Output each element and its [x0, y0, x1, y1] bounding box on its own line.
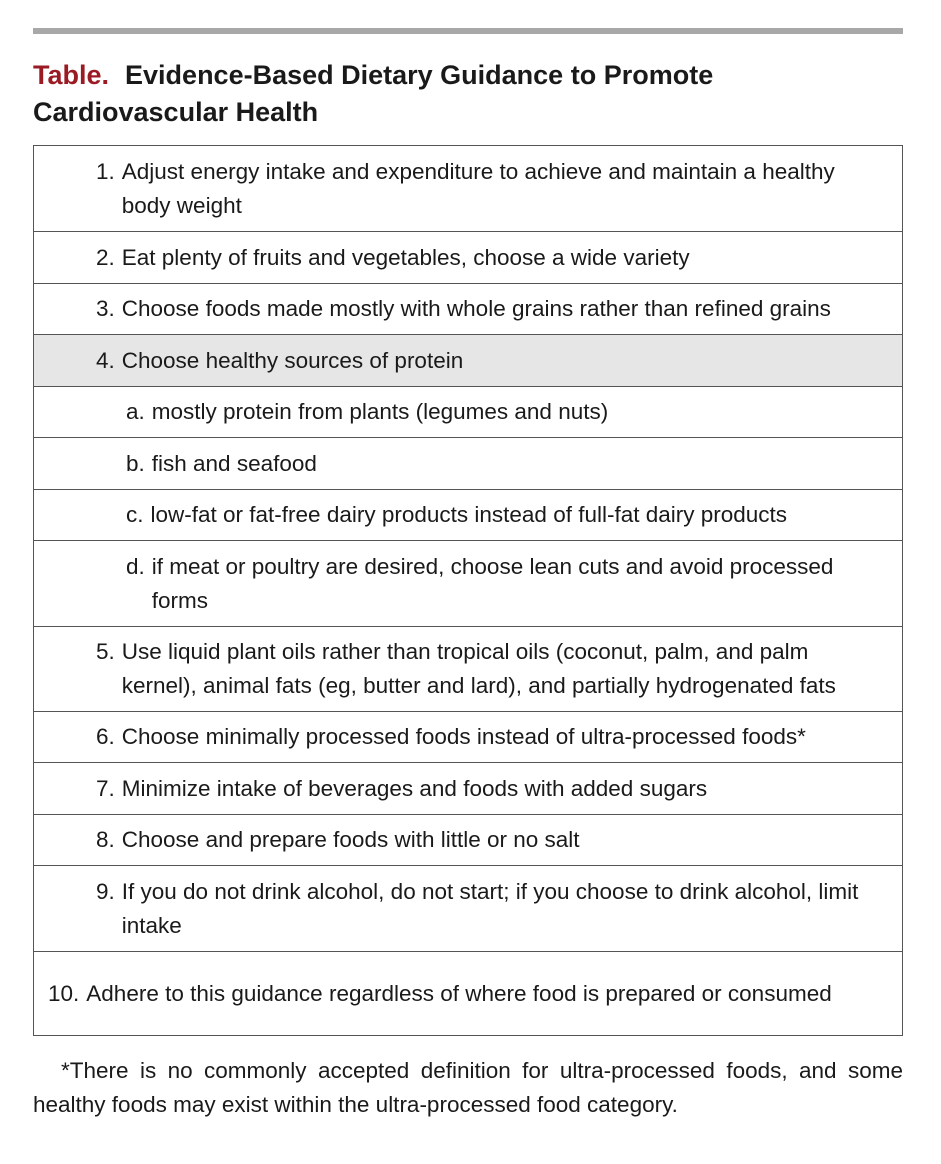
table-row [34, 866, 903, 952]
subitem-text: low-fat or fat-free dairy products instead of full-fat dairy products [150, 502, 788, 527]
item-number: 5. [96, 639, 115, 664]
table-row [34, 232, 903, 284]
item-number: 8. [96, 827, 115, 852]
subitem-text: if meat or poultry are desired, choose lean cuts and avoid processed forms [151, 553, 834, 613]
item-text: Adhere to this guidance regardless of where food is prepared or consumed [86, 980, 832, 1006]
table-row [34, 284, 903, 335]
item-number: 6. [96, 724, 115, 749]
subitem-letter: c. [126, 502, 144, 527]
table-title-text: Evidence-Based Dietary Guidance to Promote Cardiovascular Health [33, 60, 714, 127]
subitem-text: mostly protein from plants (legumes and nuts) [151, 399, 609, 424]
item-text: Choose and prepare foods with little or no salt [121, 827, 580, 852]
subitem-letter: b. [126, 450, 145, 476]
subitem-letter: a. [126, 399, 145, 424]
table-row [34, 146, 903, 232]
guidance-table [33, 145, 903, 1036]
table-row-highlighted [34, 335, 903, 387]
table-row [34, 627, 903, 712]
table-row [34, 952, 903, 1036]
table-row [34, 815, 903, 866]
subitem-text: fish and seafood [151, 450, 317, 476]
subitem-letter: d. [126, 553, 145, 579]
table-row [34, 763, 903, 815]
item-text: If you do not drink alcohol, do not start; if you choose to drink alcohol, limit intake [121, 878, 859, 938]
item-text: Eat plenty of fruits and vegetables, choose a wide variety [121, 244, 690, 270]
item-text: Choose foods made mostly with whole grains rather than refined grains [121, 296, 831, 321]
item-text: Use liquid plant oils rather than tropical oils (coconut, palm, and palm kernel), animal fats (eg, butter and lard), and partially hydrogenated fats [121, 639, 836, 698]
item-number: 7. [96, 775, 115, 801]
item-number: 4. [96, 347, 115, 373]
table-row [34, 712, 903, 763]
item-text: Choose healthy sources of protein [121, 347, 464, 373]
item-text: Minimize intake of beverages and foods with added sugars [121, 775, 708, 801]
item-text: Adjust energy intake and expenditure to achieve and maintain a healthy body weight [121, 158, 835, 218]
item-number: 9. [96, 878, 115, 904]
table-title [33, 57, 903, 131]
item-number: 3. [96, 296, 115, 321]
table-subrow [34, 387, 903, 438]
table-footnote: *There is no commonly accepted definition for ultra-processed foods, and some healthy foods may exist within the ultra-processed food category. [33, 1058, 903, 1117]
item-number: 1. [96, 158, 115, 184]
table-subrow [34, 490, 903, 541]
item-number: 2. [96, 244, 115, 270]
table-label: Table. [33, 60, 110, 90]
table-subrow [34, 541, 903, 627]
table-subrow [34, 438, 903, 490]
item-number: 10. [48, 980, 80, 1006]
top-rule [33, 28, 903, 34]
item-text: Choose minimally processed foods instead of ultra-processed foods* [121, 724, 806, 749]
